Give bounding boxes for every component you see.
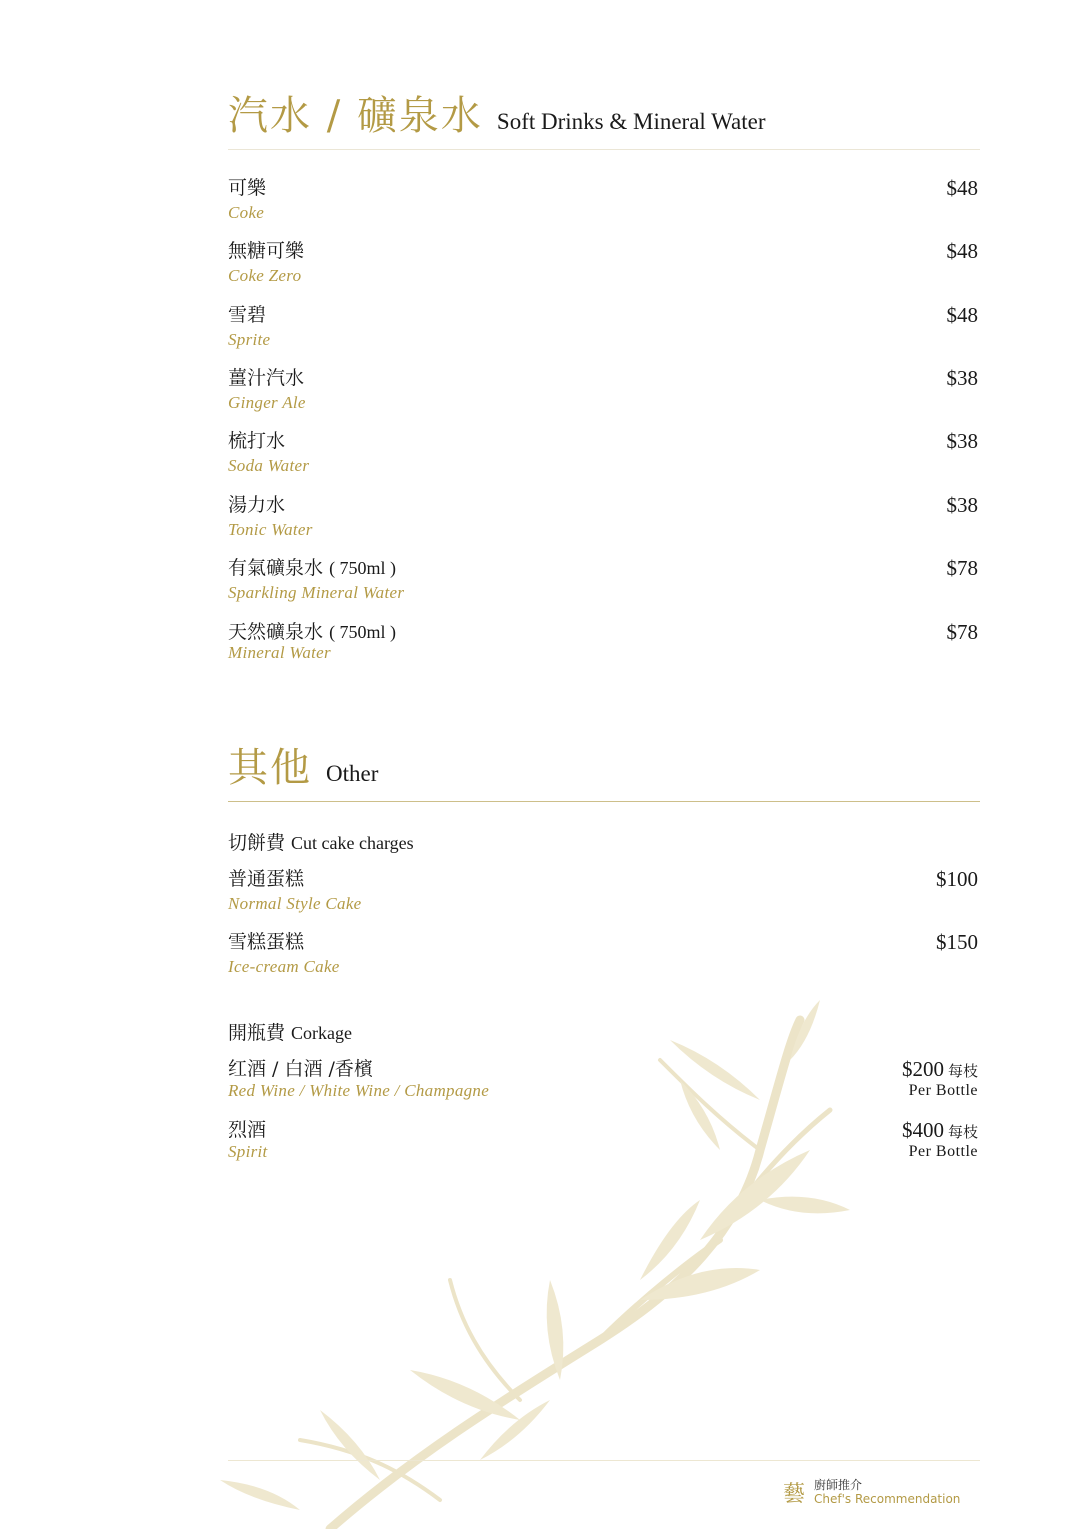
item-price-unit: 每枝 [947,1062,978,1080]
item-price: $38 [946,493,978,517]
item-name-zh: 红酒 / 白酒 /香檳 [228,1058,373,1080]
item-name-en: Sparkling Mineral Water [228,583,405,602]
item-price: $78 [946,556,978,580]
item-name-zh: 湯力水 [228,494,286,516]
item-price: $200 [901,1057,944,1081]
item-name-zh [228,620,978,644]
item-name-zh: 雪碧 [228,304,267,326]
item-price-block [902,1118,978,1161]
subheading-cut-cake [228,828,414,855]
section-header-soft-drinks [228,84,765,141]
item-price: $38 [946,429,978,453]
menu-item [228,867,978,915]
menu-item [228,176,978,224]
menu-item [228,303,978,351]
menu-item [228,429,978,477]
item-name-zh: 可樂 [228,177,267,199]
section-title-zh: 其他 [228,745,312,791]
section-title-en: Soft Drinks & Mineral Water [496,109,766,134]
item-price: $400 [901,1118,944,1142]
item-name-en: Tonic Water [228,520,313,539]
item-volume-note: ( 750ml ) [329,622,397,642]
item-price: $48 [946,239,978,263]
item-price-unit: 每枝 [947,1123,978,1141]
menu-item [228,620,978,664]
footer-label-zh: 廚師推介 [814,1478,863,1492]
footer-divider [228,1460,980,1461]
item-name-zh: 梳打水 [228,430,286,452]
menu-item [228,930,978,978]
subheading-en: Corkage [291,1023,352,1043]
item-name-zh [228,556,978,580]
item-name-en: Coke [228,203,265,222]
item-price-sub: Per Bottle [908,1082,978,1099]
item-name-zh: 普通蛋糕 [228,868,305,890]
subheading-corkage [228,1018,352,1045]
item-price-block [902,1057,978,1100]
subheading-en: Cut cake charges [291,833,414,853]
chef-recommendation-glyph: 藝 [782,1481,806,1507]
item-name-en: Sprite [228,330,271,349]
item-price-sub: Per Bottle [908,1143,978,1160]
item-name-en: Red Wine / White Wine / Champagne [228,1081,490,1100]
menu-item [228,239,978,287]
menu-item [228,493,978,541]
menu-item [228,1057,978,1102]
section-divider [228,801,980,802]
item-name-en: Mineral Water [228,643,331,662]
item-price: $48 [946,303,978,327]
item-name-en: Normal Style Cake [228,894,362,913]
item-price: $100 [936,867,978,891]
subheading-zh: 切餅費 [228,832,286,854]
item-price: $78 [946,620,978,644]
menu-item [228,366,978,414]
item-price: $48 [946,176,978,200]
footer-legend [782,1478,960,1507]
section-header-other [228,736,378,793]
menu-item [228,1118,978,1163]
item-name-en: Ginger Ale [228,393,306,412]
footer-text [814,1478,960,1507]
item-name-en: Coke Zero [228,266,302,285]
item-name-en: Spirit [228,1142,268,1161]
menu-item [228,556,978,604]
item-name-zh: 無糖可樂 [228,240,305,262]
item-price: $150 [936,930,978,954]
item-name-zh-text: 有氣礦泉水 [228,557,324,579]
section-divider [228,149,980,150]
section-title-en: Other [326,761,379,786]
section-title-zh: 汽水 / 礦泉水 [228,93,483,139]
subheading-zh: 開瓶費 [228,1022,286,1044]
item-name-zh-text: 天然礦泉水 [228,621,324,643]
item-name-zh: 薑汁汽水 [228,367,305,389]
footer-label-en: Chef's Recommendation [814,1492,961,1506]
item-volume-note: ( 750ml ) [329,558,397,578]
item-name-en: Soda Water [228,456,310,475]
item-price: $38 [946,366,978,390]
item-name-zh: 烈酒 [228,1119,267,1141]
chef-recommendation-icon [782,1479,806,1507]
item-name-zh: 雪糕蛋糕 [228,931,305,953]
item-name-en: Ice-cream Cake [228,957,340,976]
